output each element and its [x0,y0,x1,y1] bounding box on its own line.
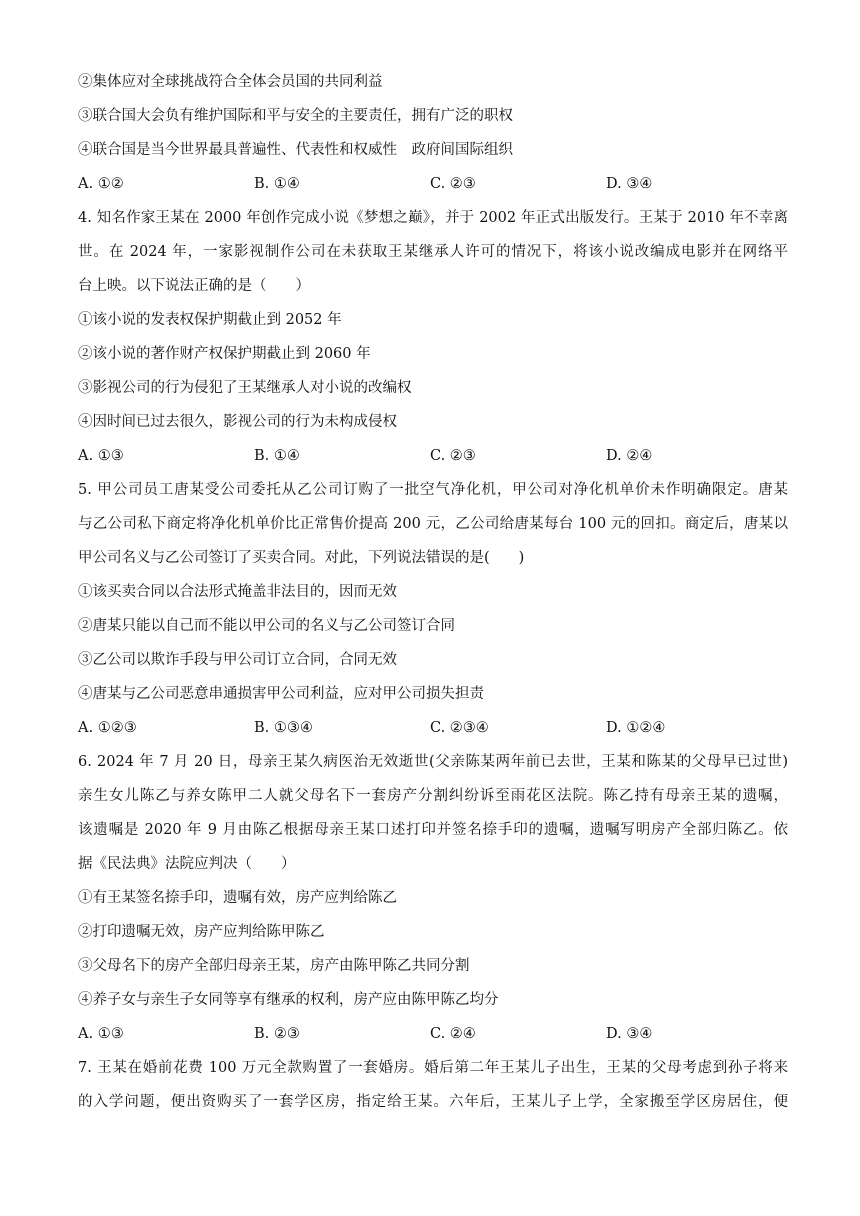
q4-option-d: D. ②④ [606,448,653,464]
q3-option-d: D. ③④ [606,176,653,192]
q3-statement-4: ④联合国是当今世界最具普遍性、代表性和权威性 政府间国际组织 [78,142,513,158]
q4-statement-4: ④因时间已过去很久，影视公司的行为未构成侵权 [78,414,397,430]
q6-option-d: D. ③④ [606,1026,653,1042]
q4-stem-line-1: 4. 知名作家王某在 2000 年创作完成小说《梦想之巅》，并于 2002 年正式出版发行。王某于 2010 年不幸离 [78,210,788,226]
q3-option-b: B. ①④ [254,176,300,192]
q6-stem-line-4: 据《民法典》法院应判决（ ） [78,856,296,872]
q6-statement-4: ④养子女与亲生子女同等享有继承的权利，房产应由陈甲陈乙均分 [78,992,499,1008]
q5-option-b: B. ①③④ [254,720,313,736]
q4-statement-1: ①该小说的发表权保护期截止到 2052 年 [78,312,342,328]
q4-stem-line-3: 台上映。以下说法正确的是（ ） [78,278,310,294]
q4-option-b: B. ①④ [254,448,300,464]
q5-option-d: D. ①②④ [606,720,666,736]
q3-statement-3: ③联合国大会负有维护国际和平与安全的主要责任，拥有广泛的职权 [78,108,513,124]
q6-statement-2: ②打印遗嘱无效，房产应判给陈甲陈乙 [78,924,325,940]
q3-statement-2: ②集体应对全球挑战符合全体会员国的共同利益 [78,74,383,90]
q6-option-b: B. ②③ [254,1026,300,1042]
q6-stem-line-1: 6. 2024 年 7 月 20 日，母亲王某久病医治无效逝世(父亲陈某两年前已去世，王某和陈某的父母早已过世) [78,754,788,770]
q6-option-a: A. ①③ [78,1026,124,1042]
q5-statement-2: ②唐某只能以自己而不能以甲公司的名义与乙公司签订合同 [78,618,455,634]
q6-option-c: C. ②④ [430,1026,476,1042]
q4-statement-2: ②该小说的著作财产权保护期截止到 2060 年 [78,346,371,362]
q5-stem-line-2: 与乙公司私下商定将净化机单价比正常售价提高 200 元，乙公司给唐某每台 100 元的回扣。商定后，唐某以 [78,516,788,532]
q5-option-c: C. ②③④ [430,720,489,736]
q6-stem-line-2: 亲生女儿陈乙与养女陈甲二人就父母名下一套房产分割纠纷诉至雨花区法院。陈乙持有母亲王某的遗嘱， [78,788,788,804]
q6-stem-line-3: 该遗嘱是 2020 年 9 月由陈乙根据母亲王某口述打印并签名捺手印的遗嘱，遗嘱写明房产全部归陈乙。依 [78,822,788,838]
q5-option-a: A. ①②③ [78,720,137,736]
q5-stem-line-3: 甲公司名义与乙公司签订了买卖合同。对此，下列说法错误的是( ) [78,550,525,566]
q4-statement-3: ③影视公司的行为侵犯了王某继承人对小说的改编权 [78,380,412,396]
q3-option-a: A. ①② [78,176,124,192]
q5-statement-4: ④唐某与乙公司恶意串通损害甲公司利益，应对甲公司损失担责 [78,686,484,702]
q6-statement-1: ①有王某签名捺手印，遗嘱有效，房产应判给陈乙 [78,890,397,906]
q7-stem-line-2: 的入学问题，便出资购买了一套学区房，指定给王某。六年后，王某儿子上学，全家搬至学区房居住，便 [78,1094,788,1110]
q5-statement-1: ①该买卖合同以合法形式掩盖非法目的，因而无效 [78,584,397,600]
q4-option-c: C. ②③ [430,448,476,464]
q5-stem-line-1: 5. 甲公司员工唐某受公司委托从乙公司订购了一批空气净化机，甲公司对净化机单价未作明确限定。唐某 [78,482,788,498]
q5-statement-3: ③乙公司以欺诈手段与甲公司订立合同，合同无效 [78,652,397,668]
q4-stem-line-2: 世。在 2024 年，一家影视制作公司在未获取王某继承人许可的情况下，将该小说改编成电影并在网络平 [78,244,788,260]
q6-statement-3: ③父母名下的房产全部归母亲王某，房产由陈甲陈乙共同分割 [78,958,470,974]
q3-option-c: C. ②③ [430,176,476,192]
q4-option-a: A. ①③ [78,448,124,464]
q7-stem-line-1: 7. 王某在婚前花费 100 万元全款购置了一套婚房。婚后第二年王某儿子出生，王某的父母考虑到孙子将来 [78,1060,788,1076]
